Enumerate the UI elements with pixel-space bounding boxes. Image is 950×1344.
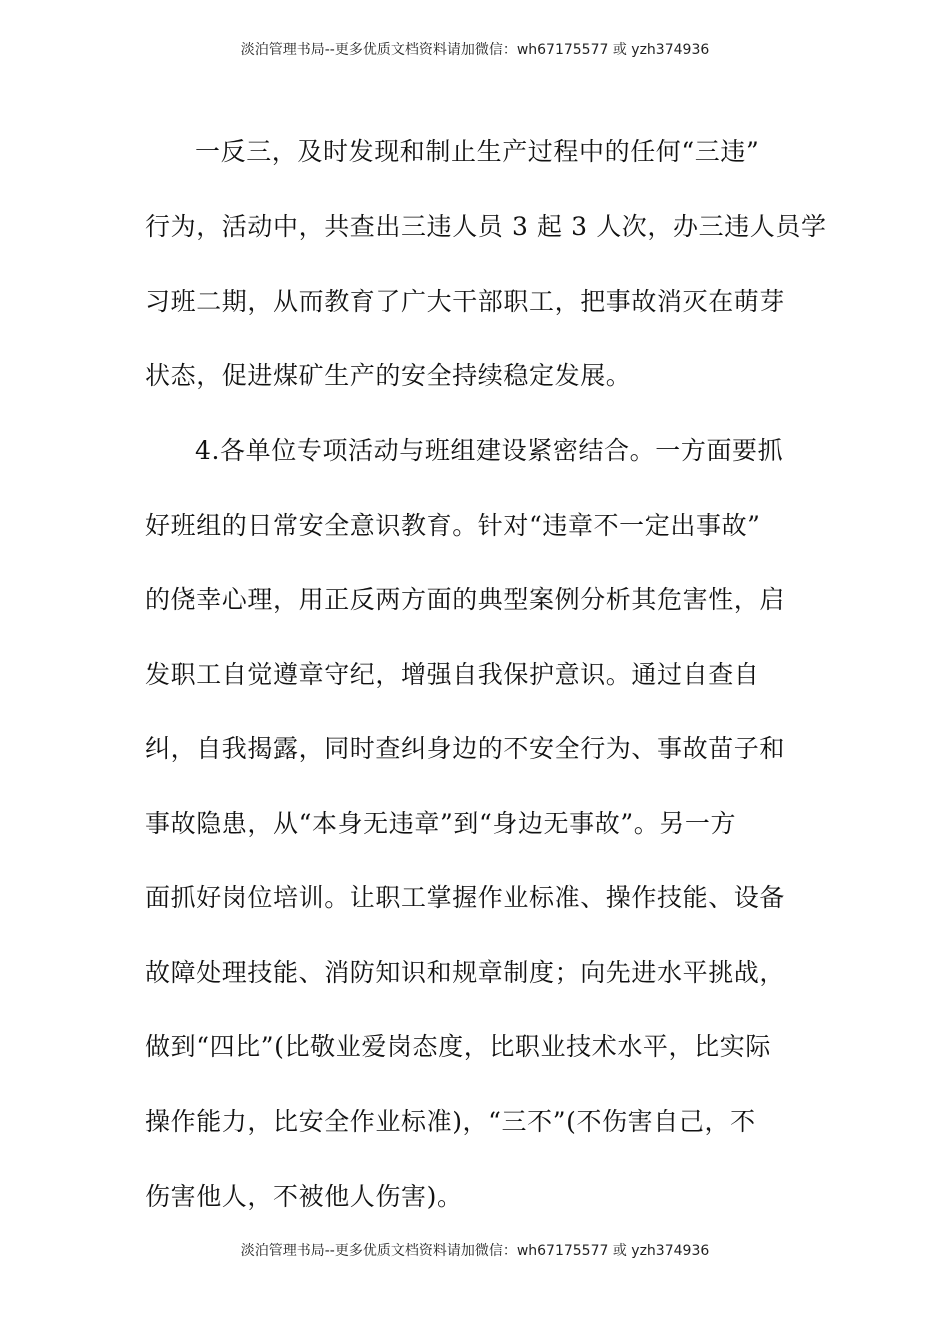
body-line-11: 面抓好岗位培训。让职工掌握作业标准、操作技能、设备 bbox=[145, 883, 786, 912]
body-line-10: 事故隐患，从“本身无违章”到“身边无事故”。另一方 bbox=[145, 809, 737, 838]
body-line-8: 发职工自觉遵章守纪，增强自我保护意识。通过自查自 bbox=[145, 660, 760, 689]
page-header: 淡泊管理书局--更多优质文档资料请加微信：wh67175577 或 yzh374936 bbox=[240, 42, 710, 58]
body-line-13: 做到“四比”(比敬业爱岗态度，比职业技术水平，比实际 bbox=[145, 1032, 771, 1061]
body-line-2: 行为，活动中，共查出三违人员 3 起 3 人次，办三违人员学 bbox=[145, 212, 827, 241]
body-line-5: 4.各单位专项活动与班组建设紧密结合。一方面要抓 bbox=[195, 436, 784, 465]
body-line-6: 好班组的日常安全意识教育。针对“违章不一定出事故” bbox=[145, 511, 761, 540]
body-line-12: 故障处理技能、消防知识和规章制度；向先进水平挑战， bbox=[145, 958, 786, 987]
body-line-15: 伤害他人，不被他人伤害)。 bbox=[145, 1182, 463, 1211]
body-line-4: 状态，促进煤矿生产的安全持续稳定发展。 bbox=[145, 361, 632, 390]
body-line-7: 的侥幸心理，用正反两方面的典型案例分析其危害性，启 bbox=[145, 585, 786, 614]
body-line-14: 操作能力，比安全作业标准)，“三不”(不伤害自己，不 bbox=[145, 1107, 756, 1136]
body-line-9: 纠，自我揭露，同时查纠身边的不安全行为、事故苗子和 bbox=[145, 734, 786, 763]
body-line-3: 习班二期，从而教育了广大干部职工，把事故消灭在萌芽 bbox=[145, 287, 786, 316]
body-line-1: 一反三，及时发现和制止生产过程中的任何“三违” bbox=[195, 137, 760, 166]
page-footer: 淡泊管理书局--更多优质文档资料请加微信：wh67175577 或 yzh374936 bbox=[240, 1243, 710, 1259]
